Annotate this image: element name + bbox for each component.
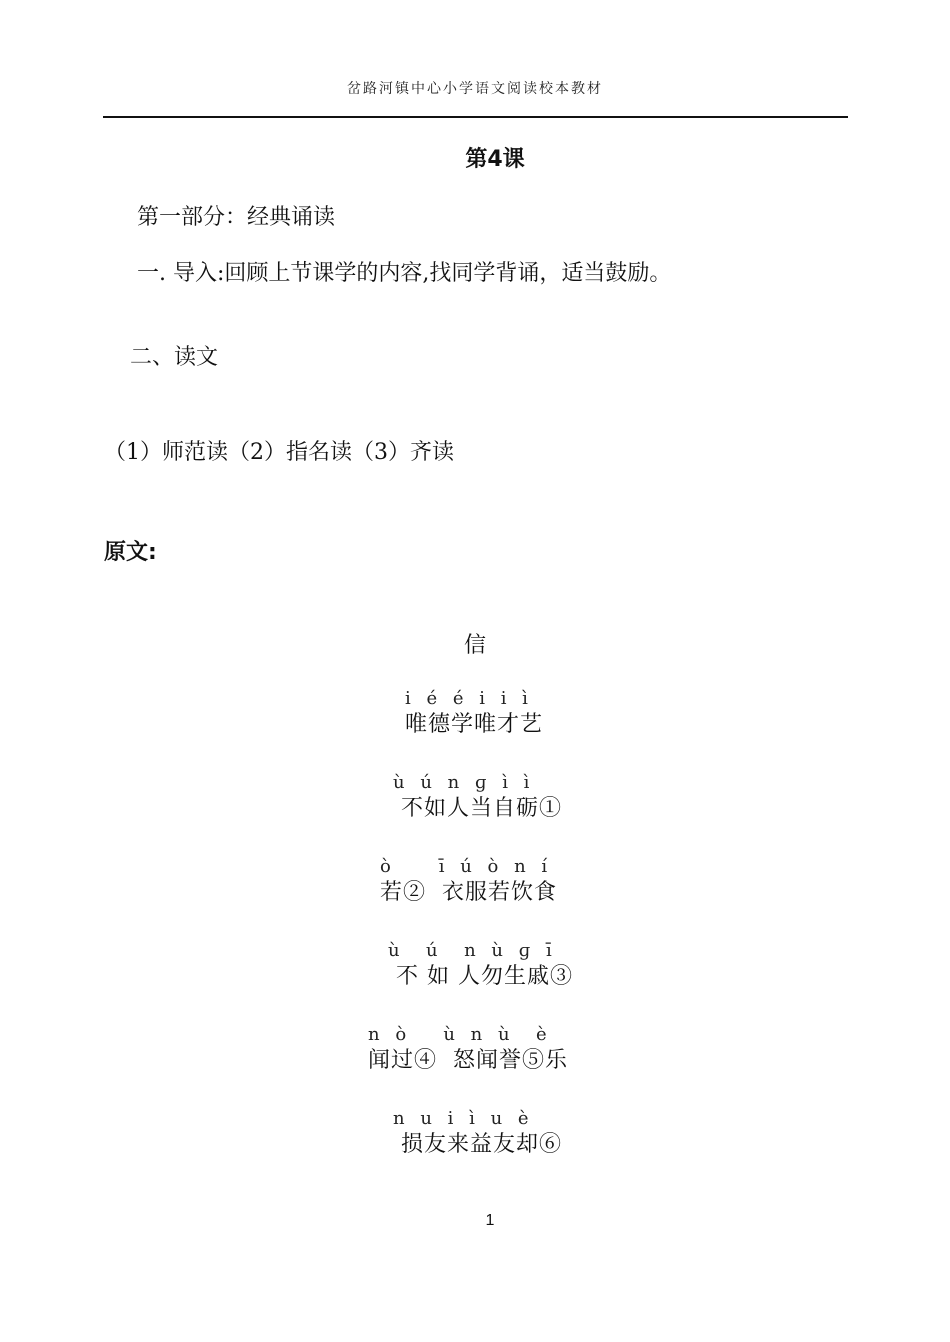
step-read-heading: 二、读文 xyxy=(130,345,219,370)
pinyin-annotation: ò ī ú ò n í xyxy=(380,856,553,877)
section-heading: 第一部分：经典诵读 xyxy=(137,205,336,230)
poem-line xyxy=(393,1108,562,1160)
poem-line xyxy=(380,856,557,908)
pinyin-annotation: ù ú n ù ɡ ī xyxy=(388,940,557,961)
pinyin-annotation: n u i ì u è xyxy=(393,1108,534,1129)
poem-line xyxy=(405,688,543,740)
poem-verse: 唯德学唯才艺 xyxy=(405,712,544,737)
header-divider xyxy=(103,116,848,118)
step-intro: 一. 导入:回顾上节课学的内容,找同学背诵，适当鼓励。 xyxy=(137,261,672,286)
poem-line xyxy=(388,940,573,992)
reading-modes: （1）师范读（2）指名读（3）齐读 xyxy=(104,440,454,465)
original-text-label: 原文: xyxy=(104,540,157,565)
poem-verse: 不如人当自砺① xyxy=(393,796,562,821)
poem-verse: 不 如 人勿生戚③ xyxy=(388,964,573,989)
pinyin-annotation: n ò ù n ù è xyxy=(368,1024,552,1045)
pinyin-annotation: i é é i i ì xyxy=(405,688,533,709)
page-number: 1 xyxy=(485,1212,495,1229)
poem-line xyxy=(368,1024,568,1076)
poem-verse: 损友来益友却⑥ xyxy=(393,1132,562,1157)
poem-line xyxy=(393,772,562,824)
lesson-title: 第4课 xyxy=(465,147,525,172)
pinyin-annotation: ù ú n ɡ ì ì xyxy=(393,772,535,793)
poem-title: 信 xyxy=(463,633,486,658)
running-header: 岔路河镇中心小学语文阅读校本教材 xyxy=(347,81,603,97)
poem-verse: 若② 衣服若饮食 xyxy=(380,880,557,905)
poem-verse: 闻过④ 怒闻誉⑤乐 xyxy=(368,1048,568,1073)
